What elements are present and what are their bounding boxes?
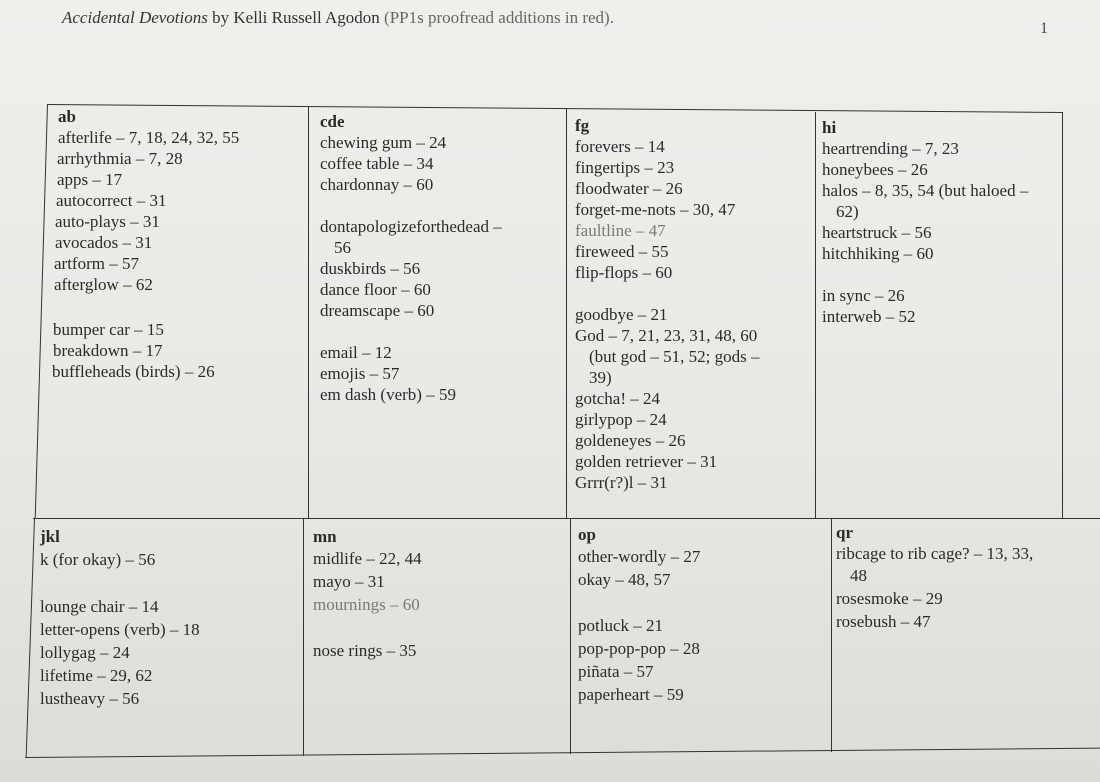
index-entry: ribcage to rib cage? – 13, 33,	[836, 544, 1034, 563]
index-entry: forevers – 14	[575, 137, 665, 156]
index-entry: God – 7, 21, 23, 31, 48, 60	[575, 326, 758, 345]
cell-mn	[313, 527, 568, 662]
col-divider-3-lower	[831, 518, 832, 752]
cell-ab	[52, 107, 307, 382]
spacer	[575, 283, 813, 304]
index-entry: duskbirds – 56	[320, 259, 421, 278]
index-entry: nose rings – 35	[313, 641, 417, 660]
index-entry: fireweed – 55	[575, 242, 669, 261]
index-entry-continued: 39)	[589, 368, 612, 387]
index-entry-continued: (but god – 51, 52; gods –	[589, 347, 760, 366]
cell-heading: hi	[822, 118, 837, 137]
index-entry: lustheavy – 56	[40, 689, 140, 708]
index-entry: artform – 57	[54, 254, 139, 273]
index-entry: letter-opens (verb) – 18	[40, 620, 200, 639]
col-divider-2	[566, 108, 567, 518]
index-entry: heartstruck – 56	[822, 223, 932, 242]
col-divider-3	[815, 112, 816, 518]
cell-hi	[822, 118, 1060, 327]
group-a	[52, 127, 307, 295]
cell-heading: cde	[320, 112, 345, 131]
index-entry-continued: 56	[334, 238, 351, 257]
index-entry: piñata – 57	[578, 662, 654, 681]
index-entry: interweb – 52	[822, 307, 916, 326]
index-entry: okay – 48, 57	[578, 570, 671, 589]
index-entry: afterlife – 7, 18, 24, 32, 55	[58, 128, 240, 147]
index-entry: Grrr(r?)l – 31	[575, 473, 668, 492]
index-entry: golden retriever – 31	[575, 452, 718, 471]
index-entry: gotcha! – 24	[575, 389, 660, 408]
table-left-border	[35, 104, 48, 518]
index-entry: email – 12	[320, 343, 392, 362]
index-entry: flip-flops – 60	[575, 263, 673, 282]
index-entry: autocorrect – 31	[56, 191, 167, 210]
index-entry: lounge chair – 14	[40, 597, 159, 616]
index-entry: afterglow – 62	[54, 275, 153, 294]
cell-op	[578, 525, 828, 706]
index-entry: avocados – 31	[55, 233, 153, 252]
index-entry: dance floor – 60	[320, 280, 431, 299]
spacer	[320, 195, 565, 216]
col-divider-1	[308, 106, 309, 518]
index-entry: lollygag – 24	[40, 643, 130, 662]
index-entry: breakdown – 17	[53, 341, 163, 360]
index-entry: apps – 17	[57, 170, 123, 189]
group-b	[52, 319, 307, 382]
index-entry: forget-me-nots – 30, 47	[575, 200, 736, 219]
cell-fg	[575, 116, 813, 493]
index-entry: other-wordly – 27	[578, 547, 701, 566]
spacer	[52, 295, 307, 319]
cell-heading: qr	[836, 523, 853, 542]
spacer	[578, 591, 828, 614]
index-entry: floodwater – 26	[575, 179, 683, 198]
book-title: Accidental Devotions	[62, 8, 208, 27]
index-entry: em dash (verb) – 59	[320, 385, 456, 404]
index-entry: girlypop – 24	[575, 410, 667, 429]
index-entry: dreamscape – 60	[320, 301, 435, 320]
cell-heading: fg	[575, 116, 590, 135]
index-entry: hitchhiking – 60	[822, 244, 934, 263]
index-entry: heartrending – 7, 23	[822, 139, 959, 158]
cell-qr	[836, 523, 1098, 633]
index-entry: emojis – 57	[320, 364, 400, 383]
spacer	[313, 616, 568, 639]
cell-cde	[320, 112, 565, 405]
index-entry: mayo – 31	[313, 572, 385, 591]
index-entry: goodbye – 21	[575, 305, 668, 324]
index-entry: rosebush – 47	[836, 612, 931, 631]
index-entry: goldeneyes – 26	[575, 431, 686, 450]
index-entry: pop-pop-pop – 28	[578, 639, 700, 658]
index-entry: bumper car – 15	[53, 320, 164, 339]
index-entry: fingertips – 23	[575, 158, 675, 177]
index-entry: halos – 8, 35, 54 (but haloed –	[822, 181, 1029, 200]
cell-heading: op	[578, 525, 596, 544]
col-divider-2-lower	[570, 518, 571, 754]
index-entry: auto-plays – 31	[55, 212, 160, 231]
index-entry: in sync – 26	[822, 286, 905, 305]
index-entry: k (for okay) – 56	[40, 550, 156, 569]
table-right-border	[1062, 112, 1063, 518]
table-bottom-border	[25, 748, 1100, 758]
index-entry: dontapologizeforthedead –	[320, 217, 502, 236]
proofread-note: (PP1s proofread additions in red).	[379, 8, 614, 27]
index-entry: paperheart – 59	[578, 685, 684, 704]
spacer	[40, 570, 300, 595]
cell-heading: mn	[313, 527, 337, 546]
index-entry: arrhythmia – 7, 28	[57, 149, 183, 168]
index-entry: lifetime – 29, 62	[40, 666, 153, 685]
index-entry-continued: 48	[850, 566, 867, 585]
cell-heading: ab	[58, 107, 76, 126]
index-entry-proofread-addition: faultline – 47	[575, 221, 666, 240]
cell-jkl	[40, 527, 300, 710]
page-number: 1	[1040, 20, 1048, 37]
col-divider-1-lower	[303, 518, 304, 756]
index-entry: buffleheads (birds) – 26	[52, 362, 215, 381]
table-left-border-lower	[26, 518, 35, 758]
index-entry: honeybees – 26	[822, 160, 928, 179]
spacer	[822, 264, 1060, 285]
table-middle-border	[33, 518, 1100, 519]
index-entry: potluck – 21	[578, 616, 663, 635]
cell-heading: jkl	[40, 527, 60, 546]
index-entry: midlife – 22, 44	[313, 549, 422, 568]
index-entry: chewing gum – 24	[320, 133, 447, 152]
index-entry-proofread-addition: mournings – 60	[313, 595, 420, 614]
index-entry: chardonnay – 60	[320, 175, 434, 194]
author: by Kelli Russell Agodon	[207, 8, 380, 27]
spacer	[320, 321, 565, 342]
index-entry-continued: 62)	[836, 202, 859, 221]
index-entry: rosesmoke – 29	[836, 589, 943, 608]
index-entry: coffee table – 34	[320, 154, 434, 173]
